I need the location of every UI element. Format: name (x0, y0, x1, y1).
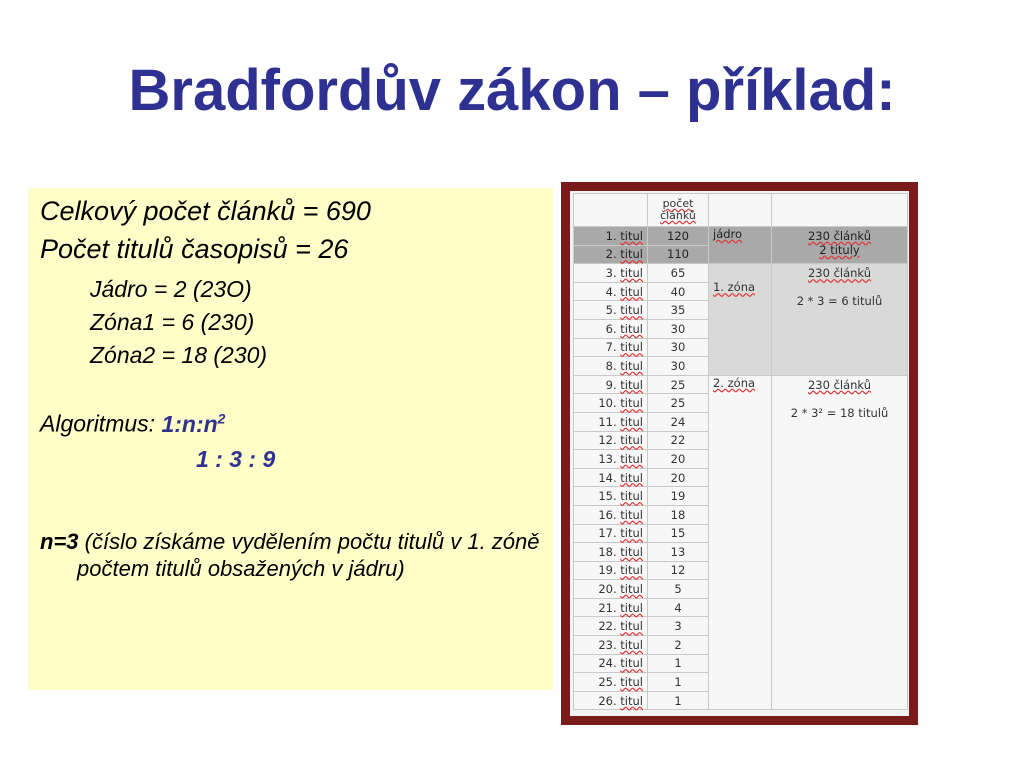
title-cell: 22. titul (574, 617, 648, 636)
count-cell: 12 (648, 561, 709, 580)
header-cell-note (772, 194, 908, 227)
title-cell: 26. titul (574, 691, 648, 710)
text-panel (28, 188, 553, 690)
table-row (574, 264, 908, 283)
table-row (574, 227, 908, 246)
zone1-line: Zóna1 = 6 (230) (90, 309, 255, 335)
count-cell: 20 (648, 468, 709, 487)
title-cell: 13. titul (574, 450, 648, 469)
count-cell: 19 (648, 487, 709, 506)
algorithm-formula: $1:n:n^2$ (161, 410, 226, 437)
title-cell: 2. titul (574, 245, 648, 264)
title-cell: 9. titul (574, 375, 648, 394)
title-cell: 20. titul (574, 580, 648, 599)
count-cell: 2 (648, 636, 709, 655)
zone2-note: 230 článků 2 * 3² = 18 titulů (772, 375, 908, 710)
count-cell: 110 (648, 245, 709, 264)
title-cell: 21. titul (574, 598, 648, 617)
count-cell: 24 (648, 412, 709, 431)
count-cell: 30 (648, 338, 709, 357)
count-cell: 5 (648, 580, 709, 599)
title-cell: 16. titul (574, 505, 648, 524)
count-cell: 13 (648, 543, 709, 562)
zone2-line: Zóna2 = 18 (230) (90, 342, 268, 368)
algorithm-line (40, 410, 225, 438)
count-cell: 20 (648, 450, 709, 469)
zones-table (573, 193, 908, 710)
count-cell: 40 (648, 282, 709, 301)
title-cell: 19. titul (574, 561, 648, 580)
total-articles-line: Celkový počet článků = 690 (40, 196, 371, 226)
zone1-label: 1. zóna (709, 264, 772, 376)
algorithm-label: Algoritmus: (40, 410, 162, 437)
header-cell-count: počet článků (648, 194, 709, 227)
core-zone-note: 230 článků 2 tituly (772, 227, 908, 264)
count-cell: 22 (648, 431, 709, 450)
title-cell: 23. titul (574, 636, 648, 655)
count-cell: 35 (648, 301, 709, 320)
count-cell: 3 (648, 617, 709, 636)
table-row (574, 375, 908, 394)
n-explanation-text: (číslo získáme vydělením počtu titulů v 1. zóně počtem titulů obsažených v jádru) (77, 529, 540, 581)
count-cell: 1 (648, 654, 709, 673)
count-cell: 18 (648, 505, 709, 524)
n-explanation (40, 528, 557, 582)
count-cell: 120 (648, 227, 709, 246)
table-image (570, 191, 909, 716)
slide-title: Bradfordův zákon – příklad: (128, 58, 896, 123)
count-cell: 65 (648, 264, 709, 283)
count-cell: 25 (648, 394, 709, 413)
count-cell: 30 (648, 357, 709, 376)
n-value: n=3 (40, 529, 79, 554)
count-cell: 1 (648, 673, 709, 692)
count-cell: 4 (648, 598, 709, 617)
title-cell: 10. titul (574, 394, 648, 413)
count-cell: 30 (648, 319, 709, 338)
title-cell: 12. titul (574, 431, 648, 450)
title-cell: 7. titul (574, 338, 648, 357)
title-cell: 1. titul (574, 227, 648, 246)
count-cell: 15 (648, 524, 709, 543)
count-cell: 25 (648, 375, 709, 394)
title-cell: 4. titul (574, 282, 648, 301)
title-cell: 14. titul (574, 468, 648, 487)
zone1-note: 230 článků 2 * 3 = 6 titulů (772, 264, 908, 376)
zone2-label: 2. zóna (709, 375, 772, 710)
total-titles-line: Počet titulů časopisů = 26 (40, 234, 349, 264)
table-header-row (574, 194, 908, 227)
title-cell: 25. titul (574, 673, 648, 692)
table-image-frame (561, 182, 918, 725)
title-cell: 3. titul (574, 264, 648, 283)
title-cell: 17. titul (574, 524, 648, 543)
title-cell: 11. titul (574, 412, 648, 431)
core-line: Jádro = 2 (23O) (90, 276, 252, 302)
count-cell: 1 (648, 691, 709, 710)
title-cell: 18. titul (574, 543, 648, 562)
title-cell: 6. titul (574, 319, 648, 338)
ratio-line: 1 : 3 : 9 (196, 446, 276, 472)
title-cell: 8. titul (574, 357, 648, 376)
title-cell: 24. titul (574, 654, 648, 673)
core-zone-label: jádro (709, 227, 772, 264)
title-cell: 5. titul (574, 301, 648, 320)
title-cell: 15. titul (574, 487, 648, 506)
header-cell-title (574, 194, 648, 227)
header-cell-zone (709, 194, 772, 227)
